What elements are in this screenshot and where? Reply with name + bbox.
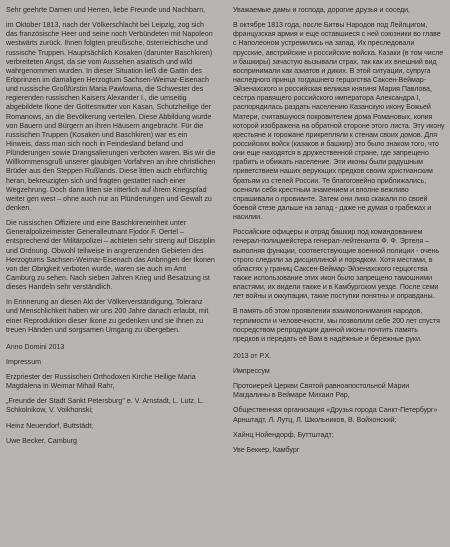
russian-text bbox=[233, 6, 445, 455]
russian-paragraph-2: Российские офицеры и отряд башкир под командованием генерал-полицмейстера генерал-лейтенанта Ф. Ф. Эртеля – выполняя функции, соответствующие военной полиции - очень строго следили за дисциплиной и порядком. Хотя местами, в областях у границ Саксен-Веймар-Эйзенахского герцогства также использование этих икон было запрещено тамошними властями, их видели также и в Камбургском уезде. После семи лет войны и оккупации, такие поступки понятны и оправданы. bbox=[233, 228, 440, 301]
german-text bbox=[6, 6, 216, 446]
german-society-credit: „Freunde der Stadt Sankt Petersburg" e. V. Arnstadt, L. Lutz, L. Schkolnikow, V. Voikhonski; bbox=[6, 397, 204, 415]
russian-person-2: Уве Беккер, Камбург bbox=[233, 445, 300, 454]
russian-column bbox=[233, 6, 445, 455]
german-paragraph-2: Die russischen Offiziere und eine Baschkireneinheit unter Generalpolizeimeister Generalleutnant Fjodor F. Oertel – entsprechend der Militärpolizei – achteten sehr streng auf Disziplin und Ordnung. Obwohl teilweise in angrenzenden Gebieten des Herzogtums Sachsen-Weimar-Eisenach das Anbringen der Ikonen von der Obrigkeit verboten wurde, waren sie auch im Amt Camburg zu sehen. Nach sieben Jahren Krieg und Besatzung ist dieses Handeln sehr verständlich. bbox=[6, 219, 215, 292]
russian-society-credit: Общественная организация «Друзья города Санкт-Петербург» Арнштадт, Л. Лутц, Л. Школьников, В. Войхонский; bbox=[233, 406, 438, 424]
german-paragraph-1: im Oktober 1813, nach der Völkerschlacht bei Leipzig, zog sich das französische Heer und seine noch Verbündeten mit Napoleon westwärts zurück. Ihnen folgten preußische, österreichische und russische Truppen. Hauptsächlich Kosaken (darunter Baschkiren) verbreiteten Angst, da sie vom Aussehen asiatisch und wild wahrgenommen wurden. In dieser Situation ließ die Gattin des Erbprinzen im damaligen Herzogtum Sachsen-Weimar-Eisenach und russische Großfürstin Maria Pawlowna, die Schwester des regierenden russischen Kaisers Alexander I., die umseitig abgebildete Ikone der Gottesmutter von Kasan, Schutzheilige der Romanows, an die Bevölkerung verteilen. Diese Abbildung wurde von Bauern und Bürgern an ihren Häusern angebracht. Für die russischen Truppen (Kosaken und Baschkiren) war es ein Hinweis, dass man sich noch in Feindesland befand und Plünderungen sowie Drangsalierungen verboten waren. Bis wir die Willkommensgruß unserer glaubigen Vorfahren an ihre christlichen Brüder aus den Steppen Rußlands. Diese litten auch ehrfürchtig heran, bekreuzigten sich und fragten gestattet nach einer Wegzehrung. Doch dann litten sie ritterlich auf ihrem Kriegspfad weiter gen west – ohne auch nur an Plünderungen und Gewalt zu denken. bbox=[6, 21, 216, 212]
russian-greeting: Уважаемые дамы и господа, дорогие друзья и соседи, bbox=[233, 6, 410, 14]
german-date: Anno Domini 2013 bbox=[6, 342, 65, 351]
russian-paragraph-3: В память об этом проявлении взаимопонимания народов, терпимости и человечности, мы позволили себе 200 лет спустя посредством репродукции данной иконы почтить память предков и передать её Вам в надёжные и бережные руки. bbox=[233, 307, 440, 343]
german-impressum-heading: Impressum bbox=[6, 357, 42, 366]
german-person-2: Uwe Becker, Camburg bbox=[6, 436, 77, 445]
german-greeting: Sehr geehrte Damen und Herren, liebe Freunde und Nachbarn, bbox=[6, 6, 206, 14]
russian-person-1: Хайнц Нойендорф, Буттштадт; bbox=[233, 430, 334, 439]
german-paragraph-3: In Erinnerung an diesen Akt der Völkerverständigung, Toleranz und Menschlichkeit haben wir uns 200 Jahre danach erlaubt, mit einer Reproduktion dieser Ikone zu gedenken und sie Ihnen zu treuen Händen und sorgsamen Umgang zu übergeben. bbox=[6, 298, 209, 334]
russian-church-credit: Протоиерей Церкви Святой равноапостольной Марии Магдалины в Веймаре Михаил Рар, bbox=[233, 382, 410, 400]
russian-impressum-heading: Импрессум bbox=[233, 367, 270, 376]
russian-date: 2013 от Р.Х. bbox=[233, 351, 272, 360]
german-column bbox=[6, 6, 216, 446]
german-church-credit: Erzpriester der Russischen Orthodoxen Kirche Heilige Maria Magdalena in Weimar Mihail Rahr, bbox=[6, 373, 196, 391]
russian-paragraph-1: В октябре 1813 года, после Битвы Народов под Лейпцигом, французская армия и еще оставшиеся с ней союзники во главе с Наполеоном устремились на запад. Их преследовали прусские, австрийские и российские войска. Казаки (в том числе и башкиры) зачастую вызывали страх, так как их внешний вид воспринимали как азиатов и диких. В этой ситуации, супруга наследного принца тогдашнего герцогства Саксен-Веймар-Эйзенахского и российская великая княгиня Мария Павлова, сестра правящего российского императора Александра I, распорядилась раздать населению Казанскую икону Божьей Матери, считавшуюся покровителем дома Романовых, копия которой изображена на обратной стороне этого листа. Эту икону крестьяне и горожане прикрепляли к стенам своих домов. Для российских войск (казаков и башкир) это было знаком того, что они еще находятся в дружественной стране, где запрещено грабить и обижать население. Эти иконы были радушным приветствием наших верующих предков своим христианским братьям из степей России. Те благоговейно приближались, осеняли себя крестным знамением и вполне вежливо спрашивали о провианте. Затем они лихо скакали по своей боевой стезе дальше на запад - даже не думая о грабежах и насилии. bbox=[233, 21, 445, 222]
german-person-1: Heinz Neuendorf, Buttstädt; bbox=[6, 421, 94, 430]
